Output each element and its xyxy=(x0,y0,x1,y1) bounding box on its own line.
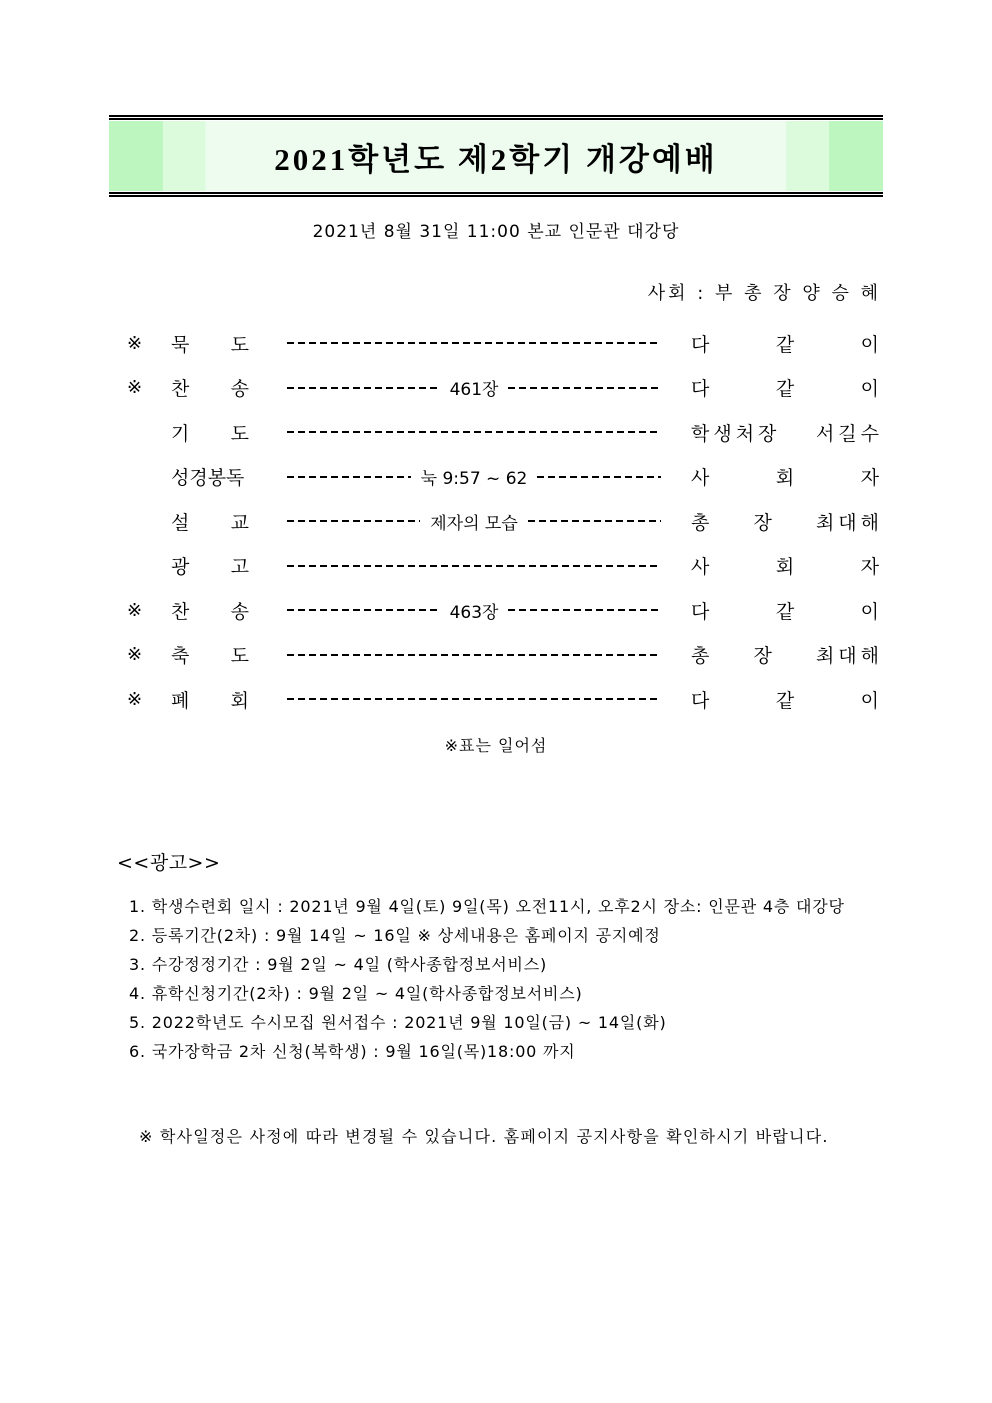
text-segment: 폐 xyxy=(171,689,190,712)
text-segment: 묵 xyxy=(171,333,190,356)
program-row xyxy=(109,677,883,722)
announcements-list xyxy=(109,892,883,1066)
dash-segment xyxy=(474,654,661,656)
dash-segment xyxy=(287,476,411,478)
announcements-section xyxy=(109,848,883,1066)
dash-segment xyxy=(474,698,661,700)
program-item-detail: 제자의 모습 xyxy=(430,513,518,534)
text-segment: 장 xyxy=(753,645,776,668)
text-segment: 사 xyxy=(691,467,714,490)
program-row xyxy=(109,321,883,366)
standing-marker: ※ xyxy=(127,688,143,710)
program-item-person xyxy=(691,463,883,490)
dash-segment xyxy=(287,609,440,611)
title-banner-background xyxy=(109,121,883,191)
dash-segment xyxy=(474,342,661,344)
program-row xyxy=(109,410,883,455)
text-segment: 최대해 xyxy=(815,645,883,668)
dash-segment xyxy=(508,609,661,611)
document-page xyxy=(109,0,883,1147)
text-segment: 자 xyxy=(860,467,883,490)
program-row xyxy=(109,499,883,544)
program-item-label xyxy=(171,508,249,535)
text-segment: 송 xyxy=(230,378,249,401)
dash-segment xyxy=(528,520,661,522)
announcement-item: 1. 학생수련회 일시 : 2021년 9월 4일(토) 9일(목) 오전11시, 오후2시 장소: 인문관 4층 대강당 xyxy=(129,896,845,916)
text-segment: 설 xyxy=(171,511,190,534)
moderator-line: 사회 : 부 총 장 양 승 혜 xyxy=(647,283,881,304)
dash-line xyxy=(287,431,661,433)
program-item-person xyxy=(691,686,883,713)
program-item-person xyxy=(691,641,883,668)
program-item-label xyxy=(171,686,249,713)
dash-segment xyxy=(287,431,474,433)
program-item-person xyxy=(691,330,883,357)
text-segment: 자 xyxy=(860,556,883,579)
text-segment: 교 xyxy=(230,511,249,534)
dash-segment xyxy=(508,387,661,389)
text-segment: 사 xyxy=(691,556,714,579)
event-datetime-location: 2021년 8월 31일 11:00 본교 인문관 대강당 xyxy=(312,222,680,242)
dash-segment xyxy=(287,565,474,567)
text-segment: 같 xyxy=(775,333,799,356)
text-segment: 이 xyxy=(860,378,883,401)
text-segment: 기 xyxy=(171,422,190,445)
service-program xyxy=(109,321,883,756)
dash-line xyxy=(287,598,661,623)
program-item-label xyxy=(171,641,249,668)
text-segment: 같 xyxy=(775,378,799,401)
text-segment: 도 xyxy=(230,333,249,356)
text-segment: 같 xyxy=(775,600,799,623)
title-banner xyxy=(109,115,883,197)
program-item-label xyxy=(171,374,249,401)
program-item-label xyxy=(171,419,249,446)
program-row xyxy=(109,366,883,411)
text-segment: 회 xyxy=(775,467,799,490)
dash-segment xyxy=(474,565,661,567)
dash-segment xyxy=(537,476,661,478)
standing-footnote: ※표는 일어섬 xyxy=(444,735,548,755)
text-segment: 총 xyxy=(691,511,714,534)
program-rows xyxy=(109,321,883,722)
program-item-person xyxy=(691,508,883,535)
text-segment: 다 xyxy=(691,600,714,623)
program-item-detail: 463장 xyxy=(449,602,499,623)
text-segment: 서길수 xyxy=(815,422,883,445)
text-segment: 학생처장 xyxy=(691,422,781,445)
dash-segment xyxy=(287,654,474,656)
program-row xyxy=(109,633,883,678)
text-segment: 이 xyxy=(860,689,883,712)
announcements-heading: <<광고>> xyxy=(117,851,221,874)
program-item-person xyxy=(691,552,883,579)
standing-marker: ※ xyxy=(127,599,143,621)
text-segment: 광 xyxy=(171,556,190,579)
text-segment: 도 xyxy=(230,422,249,445)
text-segment: 도 xyxy=(230,645,249,668)
text-segment: 다 xyxy=(691,689,714,712)
program-item-detail: 눅 9:57 ~ 62 xyxy=(420,469,528,490)
text-segment: 최대해 xyxy=(815,511,883,534)
text-segment: 회 xyxy=(230,689,249,712)
text-segment: 같 xyxy=(775,689,799,712)
schedule-change-notice: ※ 학사일정은 사정에 따라 변경될 수 있습니다. 홈페이지 공지사항을 확인하시기 바랍니다. xyxy=(139,1126,829,1146)
standing-marker: ※ xyxy=(127,377,143,399)
dash-segment xyxy=(287,698,474,700)
dash-segment xyxy=(474,431,661,433)
program-item-detail: 461장 xyxy=(449,380,499,401)
dash-segment xyxy=(287,342,474,344)
program-row xyxy=(109,588,883,633)
dash-line xyxy=(287,698,661,700)
text-segment: 이 xyxy=(860,600,883,623)
text-segment: 송 xyxy=(230,600,249,623)
announcement-item: 4. 휴학신청기간(2차) : 9월 2일 ~ 4일(학사종합정보서비스) xyxy=(129,983,583,1003)
program-item-label xyxy=(171,330,249,357)
program-item-person xyxy=(691,374,883,401)
standing-marker: ※ xyxy=(127,644,143,666)
announcement-item: 3. 수강정정기간 : 9월 2일 ~ 4일 (학사종합정보서비스) xyxy=(129,954,548,974)
program-item-person xyxy=(691,597,883,624)
dash-line xyxy=(287,342,661,344)
announcement-item: 6. 국가장학금 2차 신청(복학생) : 9월 16일(목)18:00 까지 xyxy=(129,1041,576,1061)
text-segment: 회 xyxy=(775,556,799,579)
standing-marker: ※ xyxy=(127,332,143,354)
dash-segment xyxy=(287,387,440,389)
dash-line xyxy=(287,509,661,534)
announcement-item: 2. 등록기간(2차) : 9월 14일 ~ 16일 ※ 상세내용은 홈페이지 공지예정 xyxy=(129,925,661,945)
text-segment: 총 xyxy=(691,645,714,668)
page-title: 2021학년도 제2학기 개강예배 xyxy=(274,141,718,177)
text-segment: 장 xyxy=(753,511,776,534)
text-segment: 축 xyxy=(171,645,190,668)
text-segment: 이 xyxy=(860,333,883,356)
text-segment: 찬 xyxy=(171,600,190,623)
text-segment: 다 xyxy=(691,378,714,401)
dash-segment xyxy=(287,520,420,522)
dash-line xyxy=(287,375,661,400)
dash-line xyxy=(287,464,661,489)
text-segment: 찬 xyxy=(171,378,190,401)
dash-line xyxy=(287,565,661,567)
text-segment: 다 xyxy=(691,333,714,356)
program-item-label xyxy=(171,552,249,579)
program-item-person xyxy=(691,419,883,446)
dash-line xyxy=(287,654,661,656)
text-segment: 성경봉독 xyxy=(171,467,245,490)
text-segment: 고 xyxy=(230,556,249,579)
program-row xyxy=(109,544,883,589)
program-item-label xyxy=(171,463,249,490)
program-row xyxy=(109,455,883,500)
announcement-item: 5. 2022학년도 수시모집 원서접수 : 2021년 9월 10일(금) ~ 14일(화) xyxy=(129,1012,667,1032)
program-item-label xyxy=(171,597,249,624)
